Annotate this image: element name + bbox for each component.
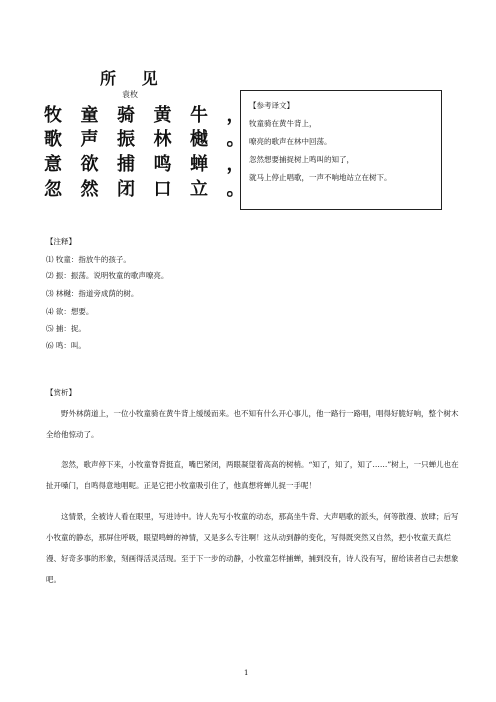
poem-line-3: 意欲捕鸣蝉，	[44, 154, 263, 175]
translation-line-2: 嘹亮的歌声在林中回荡。	[249, 137, 332, 146]
appreciation-paragraph-3: 这情景，全被诗人看在眼里，写进诗中。诗人先写小牧童的动态，那高坐牛背、大声唱歌的派头，何等散漫、放肆；后写小牧童的静态，那屏住呼吸，眼望鸣蝉的神情，又是多么专注啊！这从动到静的变化，写得既突然又自然，把小牧童天真烂漫、好奇多事的形象，刻画得活灵活现。至于下一步的动静，小牧童怎样捕蝉，捕到没有，诗人没有写，留给读者自己去想象吧。	[46, 512, 459, 584]
appreciation-paragraph-1: 野外林荫道上，一位小牧童骑在黄牛背上缓缓而来。也不知有什么开心事儿，他一路行一路唱，唱得好脆好响，整个树木全给他惊动了。	[46, 409, 459, 439]
poem-line-1: 牧童骑黄牛，	[44, 105, 263, 126]
page-number: 1	[244, 669, 249, 677]
note-item-1: ⑴ 牧童：指放牛的孩子。	[46, 255, 131, 264]
note-item-5: ⑸ 捕：捉。	[46, 324, 86, 333]
translation-line-3: 忽然想要捕捉树上鸣叫的知了，	[249, 155, 354, 164]
translation-box	[240, 90, 442, 210]
poem-author: 袁枚	[122, 90, 138, 99]
note-item-4: ⑷ 欲：想要。	[46, 307, 94, 316]
note-item-2: ⑵ 振：振荡。说明牧童的歌声嘹亮。	[46, 271, 169, 280]
translation-line-1: 牧童骑在黄牛背上，	[249, 119, 317, 128]
poem-line-4: 忽然闭口立。	[44, 179, 263, 200]
note-item-6: ⑹ 鸣：叫。	[46, 341, 86, 350]
notes-heading: 【注释】	[46, 237, 76, 246]
poem-line-2: 歌声振林樾。	[44, 129, 263, 150]
note-item-3: ⑶ 林樾：指道旁成荫的树。	[46, 289, 139, 298]
translation-heading: 【参考译文】	[249, 101, 294, 110]
translation-line-4: 就马上停止唱歌，一声不响地站立在树下。	[249, 173, 392, 182]
appreciation-heading: 【赏析】	[46, 388, 76, 397]
poem-title: 所 见	[100, 69, 168, 88]
appreciation-paragraph-2: 忽然，歌声停下来，小牧童脊背挺直，嘴巴紧闭，两眼凝望着高高的树梢。“知了，知了，知了……”树上，一只蝉儿也在扯开嗓门，自鸣得意地唱呢。正是它把小牧童吸引住了，他真想将蝉儿捉一手呢！	[46, 460, 459, 490]
